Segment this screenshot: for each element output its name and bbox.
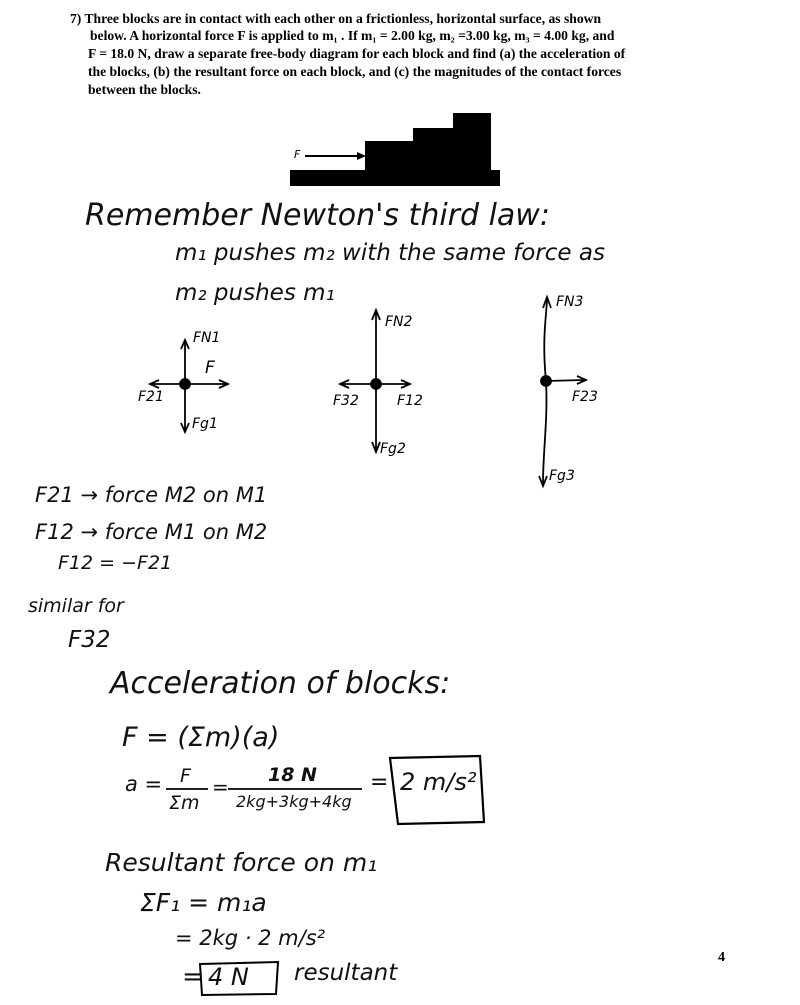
equals-sign: =: [212, 775, 229, 799]
label-fg3: Fg3: [549, 468, 575, 484]
push-note-1: m₁ pushes m₂ with the same force as: [175, 240, 605, 266]
block-m1: [365, 141, 415, 170]
fraction2-denominator: 2kg+3kg+4kg: [236, 792, 352, 811]
problem-line: between the blocks.: [88, 82, 201, 97]
label-fn3: FN3: [556, 294, 584, 310]
label-f23: F23: [572, 389, 598, 405]
fraction2-numerator: 18 N: [268, 764, 317, 786]
label-fn1: FN1: [193, 330, 221, 346]
resultant-heading: Resultant force on m₁: [105, 848, 378, 877]
problem-line: 7) Three blocks are in contact with each other on a frictionless, horizontal surface, as shown: [70, 11, 602, 26]
fraction1-numerator: F: [180, 765, 191, 787]
newton-note: Remember Newton's third law:: [85, 198, 550, 233]
push-note-2: m₂ pushes m₁: [175, 280, 335, 306]
resultant-suffix: resultant: [294, 960, 398, 986]
page-number: 4: [718, 950, 725, 965]
definition-f12: F12 → force M1 on M2: [35, 520, 268, 544]
problem-line: the blocks, (b) the resultant force on each block, and (c) the magnitudes of the contact forces: [88, 64, 622, 79]
figure-force-label: F: [294, 148, 301, 161]
label-fn2: FN2: [385, 314, 413, 330]
fraction1-denominator: Σm: [169, 792, 200, 814]
resultant-eq1: ΣF₁ = m₁a: [140, 888, 267, 917]
label-f21: F21: [138, 389, 164, 405]
problem-line: F = 18.0 N, draw a separate free-body diagram for each block and find (a) the acceleration of: [88, 46, 626, 61]
label-applied-f: F: [205, 358, 215, 378]
definition-equal-opposite: F12 = −F21: [58, 552, 173, 574]
resultant-answer: 4 N: [208, 963, 249, 991]
equals-sign: =: [370, 770, 389, 795]
block-m2: [413, 128, 455, 170]
acceleration-heading: Acceleration of blocks:: [110, 666, 451, 701]
equals-sign: =: [182, 962, 204, 992]
blocks-figure: [290, 113, 500, 186]
acceleration-lhs: a =: [125, 772, 163, 796]
label-f12: F12: [397, 393, 423, 409]
similar-note: similar for: [28, 595, 124, 617]
acceleration-answer: 2 m/s²: [400, 768, 477, 796]
resultant-eq2: = 2kg · 2 m/s²: [175, 926, 326, 950]
f32-note: F32: [68, 627, 111, 653]
block-m3: [453, 113, 491, 170]
problem-line: below. A horizontal force F is applied to m₁ . If m₁ = 2.00 kg, m₂ =3.00 kg, m₃ = 4.00 kg, and: [90, 28, 615, 43]
label-f32: F32: [333, 393, 359, 409]
label-fg2: Fg2: [380, 441, 406, 457]
label-fg1: Fg1: [192, 416, 218, 432]
definition-f21: F21 → force M2 on M1: [35, 483, 268, 507]
fbd-block2: [340, 310, 413, 452]
ground-surface: [290, 170, 500, 186]
newton-second-law-eq: F = (Σm)(a): [122, 722, 280, 753]
